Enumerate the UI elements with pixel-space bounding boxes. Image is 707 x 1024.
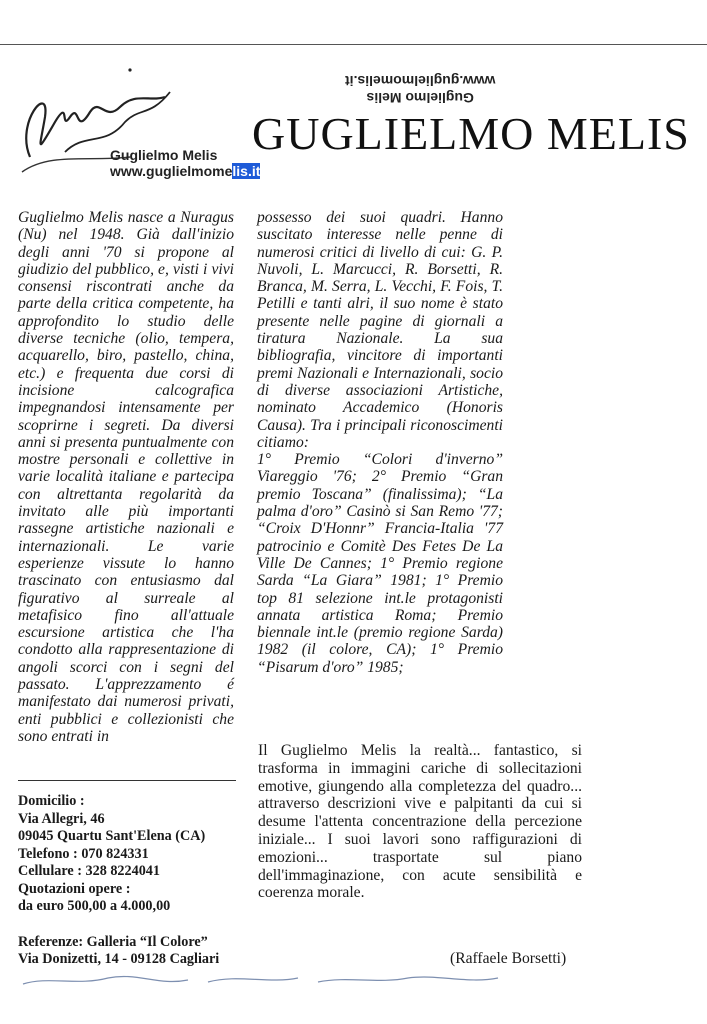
quote-author: (Raffaele Borsetti) bbox=[450, 950, 567, 967]
stamp-inverted-name: Guglielmo Melis bbox=[366, 90, 474, 106]
contact-divider bbox=[18, 780, 236, 781]
contact-street: Via Allegri, 46 bbox=[18, 810, 105, 827]
critic-quote: Il Guglielmo Melis la realtà... fantastico, si trasforma in immagini cariche di sollecitazioni emotive, giungendo alla completezza del quadro... attraverso descrizioni vive e palpitanti da cui si desume l'attenta concentrazione della percezione iniziale... I suoi lavori sono raffigurazioni di emozioni... trasportate sul piano dell'immaginazione, con acute sensibilità e coerenza morale. bbox=[258, 742, 582, 902]
rubber-stamp bbox=[110, 147, 260, 179]
contact-mobile: Cellulare : 328 8224041 bbox=[18, 863, 160, 879]
stamp-inverted-url: www.guglielmomelis.it bbox=[345, 73, 496, 89]
stamp-url-main: www.guglielmome bbox=[110, 163, 233, 179]
awards-list: 1° Premio “Colori d'inverno” Viareggio '76; 2° Premio “Gran premio Toscana” (finalissima); “La palma d'oro” Casinò si San Remo '77; “Croix D'Honnr” Francia-Italia '77 patrocinio e Comitè Des Fetes De La Ville De Cannes; 1° Premio regione Sarda “La Giara” 1981; 1° Premio top 81 selezione int.le protagonisti annata artistica Roma; Premio biennale int.le (premio regione Sarda) 1982 (il colore, CA); 1° Premio “Pisarum d'oro” 1985; bbox=[257, 451, 503, 676]
article-left-column: Guglielmo Melis nasce a Nuragus (Nu) nel 1948. Già dall'inizio degli anni '70 si propone al giudizio del pubblico, e, visti i vivi consensi riscontrati anche da parte della critica competente, ha approfondito lo studio delle diverse tecniche (olio, tempera, acquarello, biro, pastello, china, etc.) e frequenta due corsi di incisione calcografica impegnandosi intensamente per scoprirne i segreti. Da diversi anni si presenta puntualmente con mostre personali e collettive in varie località italiane e partecipa con altrettanta regolarità da invitato alle più importanti rassegne artistiche nazionali e internazionali. Le varie esperienze vissute lo hanno trascinato con entusiasmo dal figurativo al surreale al metafisico fino all'attuale escursione artistica che l'ha condotto alla rappresentazione di angoli scorci con i segni del passato. L'apprezzamento é manifestato dai numerosi privati, enti pubblici e collezionisti che sono entrati in bbox=[18, 209, 234, 745]
article-intro: possesso dei suoi quadri. Hanno suscitato interesse nelle penne di numerosi critici di livello di cui: G. P. Nuvoli, L. Marcucci, R. Borsetti, R. Branca, M. Serra, L. Vecchi, F. Fois, T. Petilli e tanti alri, il suo nome è stato presente nelle pagine di giornali a tiratura Nazionale. La sua bibliografia, vincitore di importanti premi Nazionali e Internazionali, socio di diverse associazioni Artistiche, nominato Accademico (Honoris Causa). Tra i principali riconoscimenti citiamo: bbox=[257, 209, 503, 451]
stamp-url bbox=[110, 163, 260, 179]
contact-city: 09045 Quartu Sant'Elena (CA) bbox=[18, 828, 206, 844]
rubber-stamp-inverted bbox=[345, 72, 495, 106]
contact-label: Domicilio : bbox=[18, 793, 85, 809]
top-rule bbox=[0, 44, 707, 45]
references: Referenze: Galleria “Il Colore” bbox=[18, 933, 208, 950]
contact-block bbox=[18, 793, 248, 969]
contact-phone: Telefono : 070 824331 bbox=[18, 845, 149, 862]
quotes-label: Quotazioni opere : bbox=[18, 880, 131, 897]
article-right-column bbox=[257, 209, 503, 676]
stamp-name: Guglielmo Melis bbox=[110, 147, 218, 163]
stamp-url-highlight: lis.it bbox=[232, 163, 261, 179]
quotes-range: da euro 500,00 a 4.000,00 bbox=[18, 898, 171, 914]
handwritten-scribble bbox=[18, 966, 538, 990]
brand-title: GUGLIELMO MELIS bbox=[252, 108, 690, 159]
references-address: Via Donizetti, 14 - 09128 Cagliari bbox=[18, 951, 220, 967]
